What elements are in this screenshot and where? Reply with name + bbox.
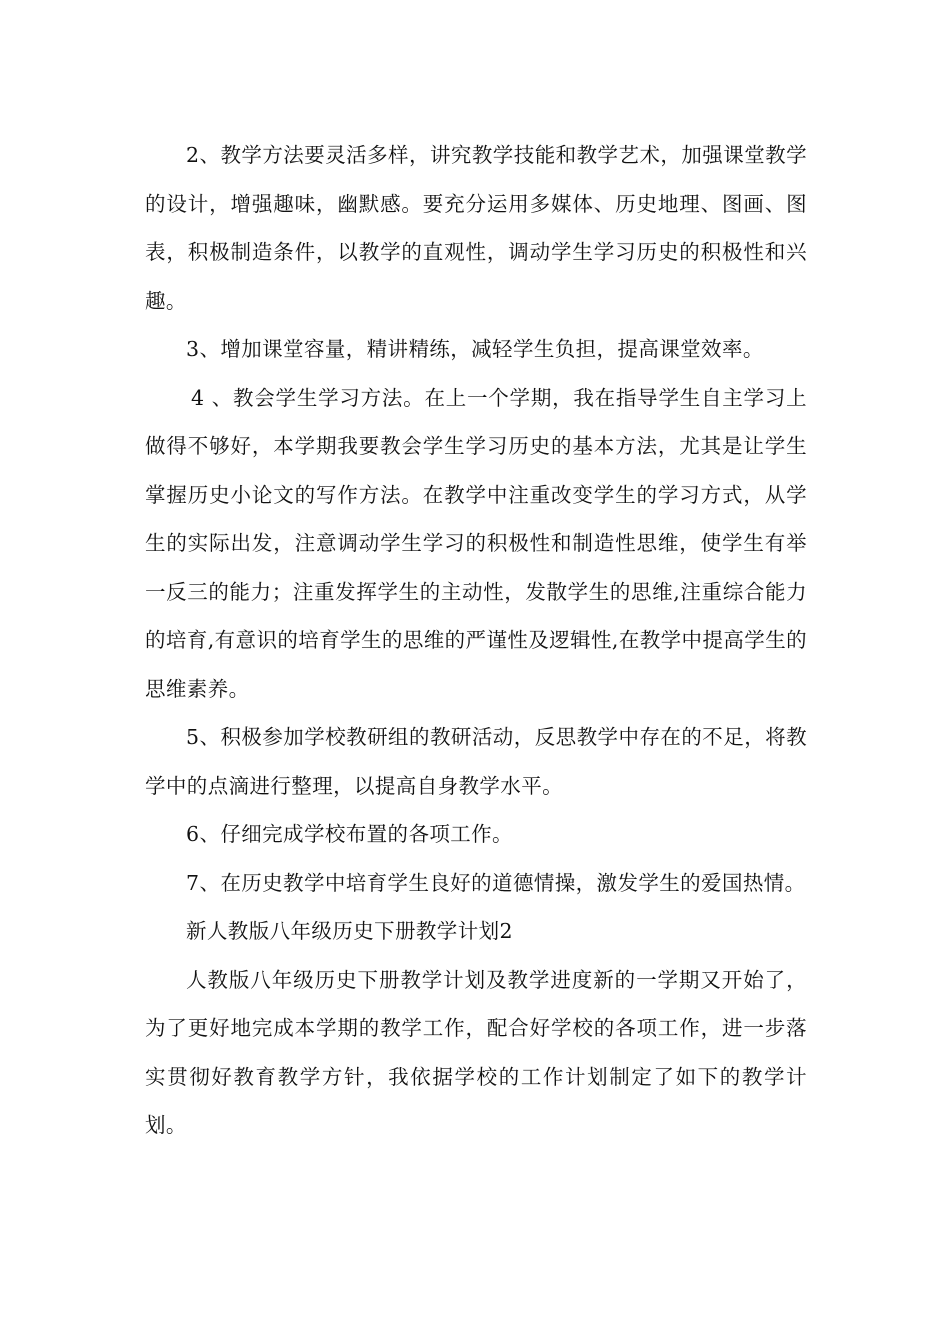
paragraph-item-3: 3、增加课堂容量，精讲精练，减轻学生负担，提高课堂效率。 bbox=[186, 337, 764, 361]
paragraph-item-6: 6、仔细完成学校布置的各项工作。 bbox=[186, 822, 513, 846]
section-heading: 新人教版八年级历史下册教学计划2 bbox=[186, 919, 513, 943]
paragraph-item-5: 5、积极参加学校教研组的教研活动，反思教学中存在的不足，将教学中的点滴进行整理，以提高自身教学水平。 bbox=[145, 725, 807, 798]
paragraph-item-2: 2、教学方法要灵活多样，讲究教学技能和教学艺术，加强课堂教学的设计，增强趣味，幽默感。要充分运用多媒体、历史地理、图画、图表，积极制造条件，以教学的直观性，调动学生学习历史的积极性和兴趣。 bbox=[145, 143, 807, 313]
paragraph-item-4: 4 、教会学生学习方法。在上一个学期，我在指导学生自主学习上做得不够好，本学期我要教会学生学习历史的基本方法，尤其是让学生掌握历史小论文的写作方法。在教学中注重改变学生的学习方式，从学生的实际出发，注意调动学生学习的积极性和制造性思维，使学生有举一反三的能力；注重发挥学生的主动性，发散学生的思维,注重综合能力的培育,有意识的培育学生的思维的严谨性及逻辑性,在教学中提高学生的思维素养。 bbox=[145, 385, 807, 701]
intro-paragraph: 人教版八年级历史下册教学计划及教学进度新的一学期又开始了，为了更好地完成本学期的教学工作，配合好学校的各项工作，进一步落实贯彻好教育教学方针，我依据学校的工作计划制定了如下的教学计划。 bbox=[145, 967, 807, 1137]
document-body bbox=[145, 131, 807, 1150]
paragraph-item-7: 7、在历史教学中培育学生良好的道德情操，激发学生的爱国热情。 bbox=[186, 870, 806, 895]
